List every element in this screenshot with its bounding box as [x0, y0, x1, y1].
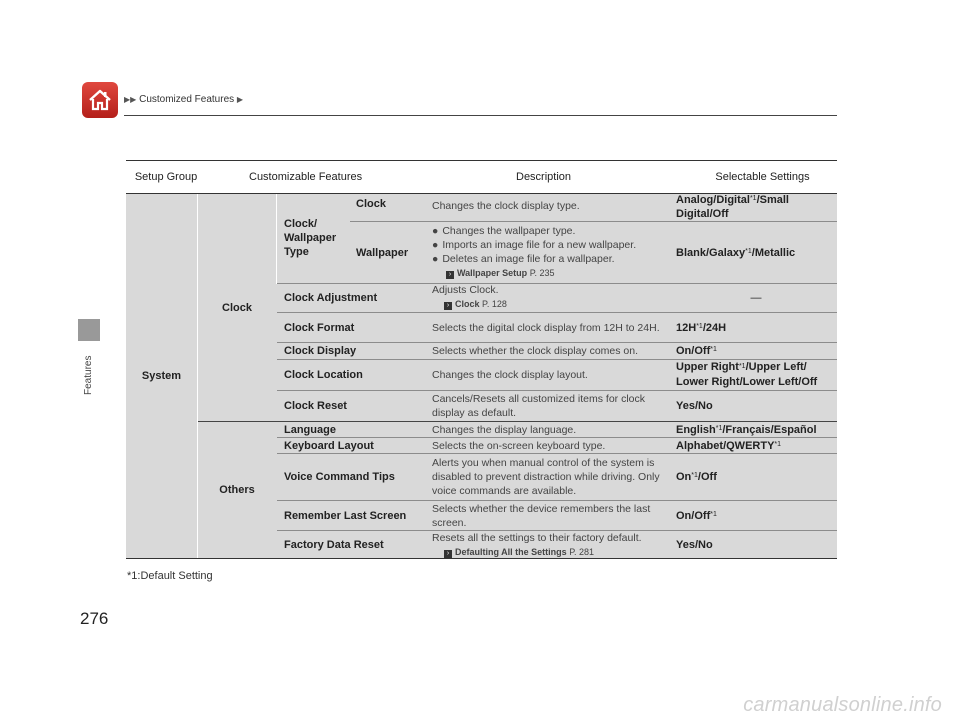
- desc-clock-display: Selects whether the clock display comes on.: [432, 345, 639, 357]
- feature-voice-command-tips: Voice Command Tips: [284, 471, 395, 483]
- desc-voice-command-tips: Alerts you when manual control of the system is disabled to prevent distraction while driving. Only voice commands are available.: [432, 457, 660, 497]
- wallpaper-setup-ref[interactable]: › Wallpaper Setup P. 235: [432, 266, 672, 280]
- desc-clock: Changes the clock display type.: [432, 200, 580, 212]
- table-header: [126, 160, 837, 195]
- chevron-right-icon: ▶: [236, 95, 244, 104]
- settings-clock-format: 12H $^{*1}$ / 24H: [676, 321, 727, 334]
- feature-clock-adjustment: Clock Adjustment: [284, 292, 378, 304]
- subgroup-clock: Clock: [222, 301, 252, 314]
- desc-wallpaper: ● Changes the wallpaper type. ● Imports an image file for a new wallpaper. ● Deletes an image file for a wallpaper. › Wallpaper Setup P. 235: [432, 224, 672, 280]
- group-system: System: [141, 370, 182, 382]
- arrow-ref-icon: ›: [444, 302, 452, 310]
- watermark: carmanualsonline.info: [743, 694, 942, 716]
- settings-language: English $^{*1}$ / Français / Español: [676, 423, 817, 436]
- settings-clock: Analog/Digital$^{*1}$/Small Digital/Off: [676, 194, 789, 220]
- breadcrumb-label: Customized Features: [139, 94, 235, 105]
- subgroup-others: Others: [219, 483, 255, 496]
- desc-clock-reset: Cancels/Resets all customized items for clock display as default.: [432, 393, 645, 419]
- feature-clock-reset: Clock Reset: [284, 400, 347, 412]
- section-tab-marker: [78, 319, 100, 341]
- settings-remember-last-screen: On / Off $^{*1}$: [676, 509, 717, 522]
- clock-ref[interactable]: › Clock P. 128: [432, 297, 662, 311]
- feature-remember-last-screen: Remember Last Screen: [284, 509, 407, 522]
- settings-keyboard-layout: Alphabet / QWERTY $^{*1}$: [676, 439, 782, 452]
- settings-wallpaper: Blank / Galaxy $^{*1}$ / Metallic: [676, 246, 796, 259]
- desc-factory-data-reset: Resets all the settings to their factory default. › Defaulting All the Settings P. 281: [432, 531, 672, 559]
- feature-factory-data-reset: Factory Data Reset: [284, 538, 384, 551]
- feature-clock: Clock: [356, 198, 386, 210]
- settings-voice-command-tips: On $^{*1}$ / Off: [676, 471, 717, 483]
- desc-clock-location: Changes the clock display layout.: [432, 369, 588, 381]
- feature-keyboard-layout: Keyboard Layout: [284, 439, 374, 452]
- chevron-right-icon: ▶▶: [124, 95, 137, 104]
- footnote: *1:Default Setting: [127, 570, 213, 582]
- arrow-ref-icon: ›: [446, 271, 454, 279]
- feature-clock-display: Clock Display: [284, 345, 357, 357]
- arrow-ref-icon: ›: [444, 550, 452, 558]
- header-rule: [124, 115, 837, 116]
- feature-wallpaper: Wallpaper: [356, 246, 409, 259]
- defaulting-settings-ref[interactable]: › Defaulting All the Settings P. 281: [432, 545, 672, 559]
- desc-clock-format: Selects the digital clock display from 12H to 24H.: [432, 321, 660, 334]
- breadcrumb[interactable]: [124, 94, 243, 105]
- house-icon: [87, 88, 113, 112]
- section-side-label: Features: [83, 355, 94, 395]
- settings-clock-location: Upper Right$^{*1}$/Upper Left/ Lower Right/Lower Left/Off: [676, 361, 818, 388]
- settings-factory-data-reset: Yes / No: [676, 538, 713, 551]
- feature-clock-location: Clock Location: [284, 369, 363, 381]
- desc-remember-last-screen: Selects whether the device remembers the last screen.: [432, 502, 651, 529]
- page-number: 276: [80, 609, 109, 628]
- settings-clock-display: On / Off $^{*1}$: [676, 345, 717, 357]
- header-description: Description: [516, 170, 572, 183]
- feature-clock-format: Clock Format: [284, 321, 355, 334]
- settings-clock-adjustment: —: [750, 292, 762, 304]
- desc-clock-adjustment: Adjusts Clock. › Clock P. 128: [432, 283, 662, 311]
- feature-language: Language: [284, 423, 336, 436]
- settings-clock-reset: Yes / No: [676, 400, 713, 412]
- desc-language: Changes the display language.: [432, 423, 577, 436]
- desc-keyboard-layout: Selects the on-screen keyboard type.: [432, 439, 606, 452]
- home-icon[interactable]: [82, 82, 118, 118]
- header-group: Setup Group: [134, 170, 198, 183]
- header-features: Customizable Features: [249, 170, 363, 183]
- header-settings: Selectable Settings: [715, 170, 810, 183]
- clock-wallpaper-type: Clock/ Wallpaper Type: [284, 218, 337, 258]
